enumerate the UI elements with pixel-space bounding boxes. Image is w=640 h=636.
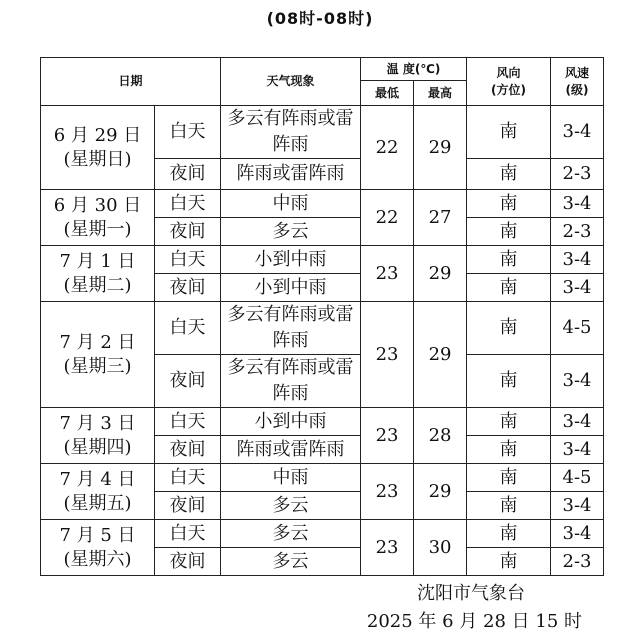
wind-dir-cell: 南 bbox=[467, 218, 551, 246]
date-cell bbox=[41, 408, 155, 464]
period-label: 白天 bbox=[155, 464, 221, 492]
table-row bbox=[41, 246, 604, 274]
weekday-label: (星期二) bbox=[63, 274, 132, 296]
issuer-label: 沈阳市气象台 bbox=[417, 583, 525, 604]
header-date: 日期 bbox=[41, 58, 221, 106]
date-cell bbox=[41, 106, 155, 190]
period-label: 白天 bbox=[155, 408, 221, 436]
temp-high-cell: 29 bbox=[414, 246, 467, 302]
header-temp: 温 度(℃) bbox=[361, 58, 467, 81]
header-weather: 天气现象 bbox=[221, 58, 361, 106]
wind-speed-cell: 2-3 bbox=[551, 548, 604, 576]
header-wind-speed-sub: (级) bbox=[565, 82, 589, 97]
temp-low-cell: 22 bbox=[361, 190, 414, 246]
period-label: 白天 bbox=[155, 190, 221, 218]
forecast-table bbox=[40, 57, 604, 576]
date-label: 7 月 5 日 bbox=[59, 524, 136, 546]
wind-speed-cell: 3-4 bbox=[551, 436, 604, 464]
period-label: 白天 bbox=[155, 520, 221, 548]
wind-speed-cell: 3-4 bbox=[551, 190, 604, 218]
temp-low-cell: 23 bbox=[361, 246, 414, 302]
date-label: 6 月 30 日 bbox=[53, 194, 142, 216]
wind-speed-cell: 4-5 bbox=[551, 302, 604, 355]
table-row bbox=[41, 106, 604, 159]
weather-cell: 多云 bbox=[221, 548, 361, 576]
period-label: 夜间 bbox=[155, 492, 221, 520]
temp-high-cell: 29 bbox=[414, 464, 467, 520]
weekday-label: (星期三) bbox=[63, 355, 132, 377]
weather-cell bbox=[221, 355, 361, 408]
wind-dir-cell: 南 bbox=[467, 548, 551, 576]
wind-dir-cell: 南 bbox=[467, 106, 551, 159]
weather-text: 多云有阵雨或雷阵雨 bbox=[227, 357, 354, 404]
wind-dir-cell: 南 bbox=[467, 408, 551, 436]
wind-speed-cell: 3-4 bbox=[551, 492, 604, 520]
temp-high-cell: 29 bbox=[414, 302, 467, 408]
weekday-label: (星期五) bbox=[63, 492, 132, 514]
temp-low-cell: 22 bbox=[361, 106, 414, 190]
weather-cell: 中雨 bbox=[221, 190, 361, 218]
weather-cell: 阵雨或雷阵雨 bbox=[221, 436, 361, 464]
weather-cell: 小到中雨 bbox=[221, 408, 361, 436]
header-temp-low: 最低 bbox=[361, 81, 414, 106]
temp-high-cell: 28 bbox=[414, 408, 467, 464]
period-label: 白天 bbox=[155, 302, 221, 355]
period-label: 夜间 bbox=[155, 218, 221, 246]
weekday-label: (星期日) bbox=[63, 148, 132, 170]
table-row bbox=[41, 190, 604, 218]
header-wind-dir-label: 风向 bbox=[496, 65, 521, 80]
weather-cell bbox=[221, 106, 361, 159]
wind-dir-cell: 南 bbox=[467, 355, 551, 408]
temp-high-cell: 27 bbox=[414, 190, 467, 246]
temp-high-cell: 30 bbox=[414, 520, 467, 576]
date-label: 7 月 4 日 bbox=[59, 468, 136, 490]
issue-time-label: 2025 年 6 月 28 日 15 时 bbox=[366, 611, 582, 632]
weather-cell: 阵雨或雷阵雨 bbox=[221, 159, 361, 190]
wind-dir-cell: 南 bbox=[467, 246, 551, 274]
date-label: 7 月 1 日 bbox=[59, 250, 136, 272]
wind-speed-cell: 3-4 bbox=[551, 355, 604, 408]
wind-dir-cell: 南 bbox=[467, 492, 551, 520]
period-label: 夜间 bbox=[155, 436, 221, 464]
wind-dir-cell: 南 bbox=[467, 436, 551, 464]
table-row bbox=[41, 520, 604, 548]
wind-dir-cell: 南 bbox=[467, 520, 551, 548]
wind-speed-cell: 2-3 bbox=[551, 159, 604, 190]
weather-cell: 多云 bbox=[221, 520, 361, 548]
period-label: 夜间 bbox=[155, 274, 221, 302]
date-cell bbox=[41, 246, 155, 302]
date-label: 7 月 3 日 bbox=[59, 412, 136, 434]
weather-text: 多云有阵雨或雷阵雨 bbox=[227, 304, 354, 351]
header-wind-dir bbox=[467, 58, 551, 106]
wind-dir-cell: 南 bbox=[467, 302, 551, 355]
wind-speed-cell: 4-5 bbox=[551, 464, 604, 492]
weather-text: 多云有阵雨或雷阵雨 bbox=[227, 108, 354, 155]
table-row bbox=[41, 302, 604, 355]
wind-speed-cell: 3-4 bbox=[551, 274, 604, 302]
header-wind-speed bbox=[551, 58, 604, 106]
wind-speed-cell: 2-3 bbox=[551, 218, 604, 246]
weekday-label: (星期四) bbox=[63, 436, 132, 458]
weather-cell: 多云 bbox=[221, 492, 361, 520]
period-label: 白天 bbox=[155, 246, 221, 274]
date-cell bbox=[41, 190, 155, 246]
wind-dir-cell: 南 bbox=[467, 190, 551, 218]
period-label: 夜间 bbox=[155, 548, 221, 576]
temp-high-cell: 29 bbox=[414, 106, 467, 190]
date-cell bbox=[41, 302, 155, 408]
table-row bbox=[41, 408, 604, 436]
weekday-label: (星期六) bbox=[63, 548, 132, 570]
header-wind-dir-sub: (方位) bbox=[491, 82, 526, 97]
temp-low-cell: 23 bbox=[361, 408, 414, 464]
page-title: (08时-08时) bbox=[266, 9, 374, 28]
table-row bbox=[41, 464, 604, 492]
temp-low-cell: 23 bbox=[361, 302, 414, 408]
wind-dir-cell: 南 bbox=[467, 159, 551, 190]
wind-dir-cell: 南 bbox=[467, 274, 551, 302]
weather-cell: 中雨 bbox=[221, 464, 361, 492]
temp-low-cell: 23 bbox=[361, 464, 414, 520]
date-label: 6 月 29 日 bbox=[53, 124, 142, 146]
weekday-label: (星期一) bbox=[63, 218, 132, 240]
wind-dir-cell: 南 bbox=[467, 464, 551, 492]
wind-speed-cell: 3-4 bbox=[551, 106, 604, 159]
period-label: 夜间 bbox=[155, 159, 221, 190]
weather-cell bbox=[221, 302, 361, 355]
header-temp-high: 最高 bbox=[414, 81, 467, 106]
header-wind-speed-label: 风速 bbox=[565, 65, 590, 80]
date-label: 7 月 2 日 bbox=[59, 331, 136, 353]
weather-cell: 小到中雨 bbox=[221, 246, 361, 274]
wind-speed-cell: 3-4 bbox=[551, 520, 604, 548]
date-cell bbox=[41, 464, 155, 520]
temp-low-cell: 23 bbox=[361, 520, 414, 576]
wind-speed-cell: 3-4 bbox=[551, 246, 604, 274]
weather-cell: 小到中雨 bbox=[221, 274, 361, 302]
wind-speed-cell: 3-4 bbox=[551, 408, 604, 436]
period-label: 夜间 bbox=[155, 355, 221, 408]
date-cell bbox=[41, 520, 155, 576]
weather-cell: 多云 bbox=[221, 218, 361, 246]
period-label: 白天 bbox=[155, 106, 221, 159]
